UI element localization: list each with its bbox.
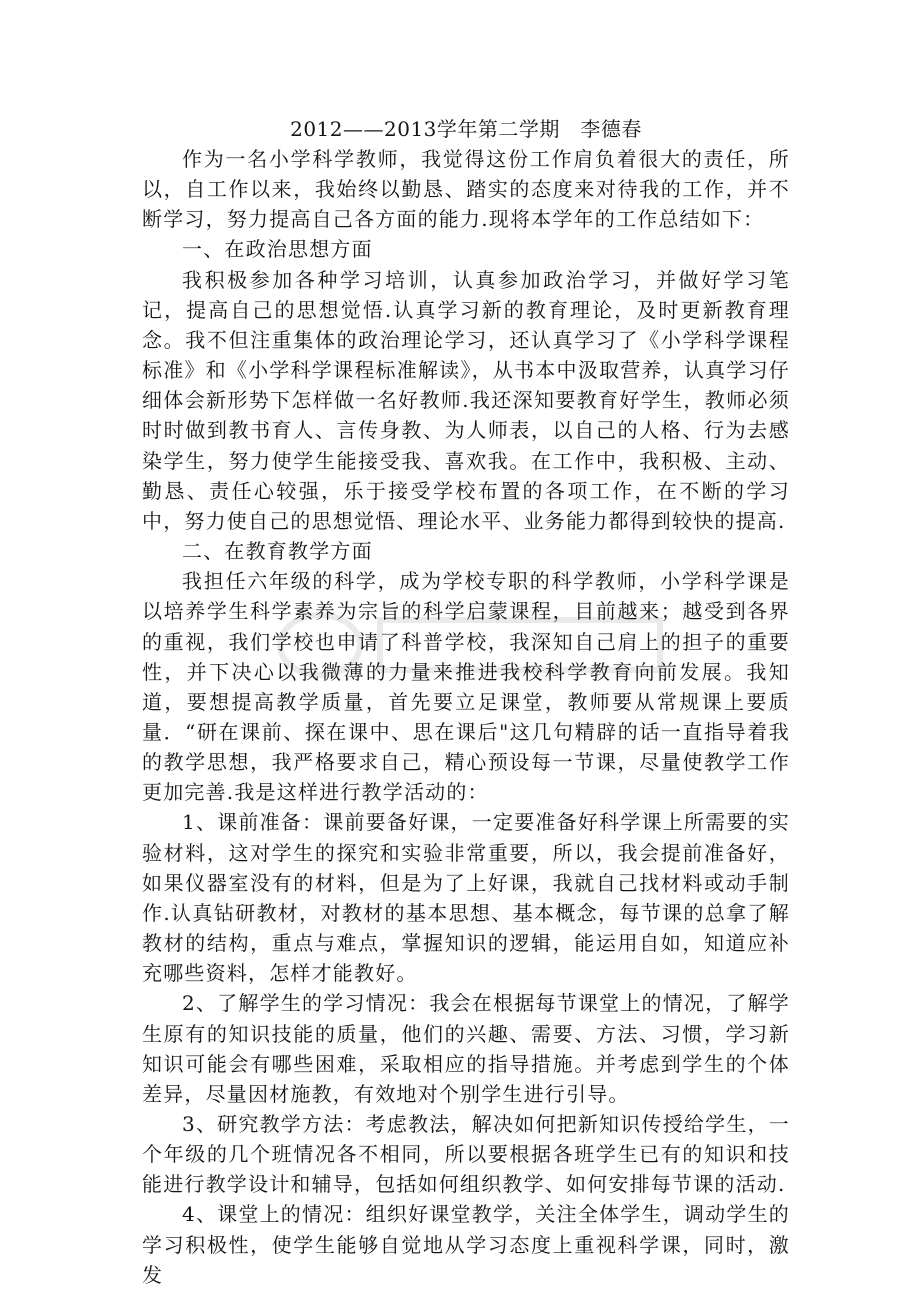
politics-paragraph: 我积极参加各种学习培训，认真参加政治学习，并做好学习笔记，提高自己的思想觉悟.认真学习新的教育理论，及时更新教育理念。我不但注重集体的政治理论学习，还认真学习了《小学科学课程标准》和《小学科学课程标准解读》，从书本中汲取营养，认真学习仔细体会新形势下怎样做一名好教师.我还深知要教育好学生，教师必须时时做到教书育人、言传身教、为人师表，以自己的人格、行为去感染学生，努力使学生能接受我、喜欢我。在工作中，我积极、主动、勤恳、责任心较强，乐于接受学校布置的各项工作，在不断的学习中，努力使自己的思想觉悟、理论水平、业务能力都得到较快的提高. — [142, 267, 790, 533]
document-title: 2012——2013学年第二学期 李德春 — [290, 117, 642, 141]
intro-paragraph: 作为一名小学科学教师，我觉得这份工作肩负着很大的责任，所以，自工作以来，我始终以勤恳、踏实的态度来对待我的工作，并不断学习，努力提高自己各方面的能力.现将本学年的工作总结如下： — [142, 147, 790, 232]
document-body — [142, 114, 790, 1290]
item-classroom: 4、课堂上的情况：组织好课堂教学，关注全体学生，调动学生的学习积极性，使学生能够自觉地从学习态度上重视科学课，同时，激发 — [142, 1202, 790, 1287]
section-heading-teaching: 二、在教育教学方面 — [182, 539, 373, 564]
section-heading-politics: 一、在政治思想方面 — [182, 237, 373, 262]
item-student-situation: 2、了解学生的学习情况：我会在根据每节课堂上的情况，了解学生原有的知识技能的质量，他们的兴趣、需要、方法、习惯，学习新知识可能会有哪些困难，采取相应的指导措施。并考虑到学生的个体差异，尽量因材施教，有效地对个别学生进行引导。 — [142, 991, 790, 1106]
item-teaching-methods: 3、研究教学方法：考虑教法，解决如何把新知识传授给学生，一个年级的几个班情况各不相同，所以要根据各班学生已有的知识和技能进行教学设计和辅导，包括如何组织教学、如何安排每节课的活动. — [142, 1112, 790, 1197]
teaching-paragraph: 我担任六年级的科学，成为学校专职的科学教师，小学科学课是以培养学生科学素养为宗旨的科学启蒙课程，目前越来；越受到各界的重视，我们学校也申请了科普学校，我深知自己肩上的担子的重要性，并下决心以我微薄的力量来推进我校科学教育向前发展。我知道，要想提高教学质量，首先要立足课堂，教师要从常规课上要质量．“研在课前、探在课中、思在课后"这几句精辟的话一直指导着我的教学思想，我严格要求自己，精心预设每一节课，尽量使教学工作更加完善.我是这样进行教学活动的： — [142, 569, 790, 805]
item-preparation: 1、课前准备：课前要备好课，一定要准备好科学课上所需要的实验材料，这对学生的探究和实验非常重要，所以，我会提前准备好，如果仪器室没有的材料，但是为了上好课，我就自己找材料或动手制作.认真钻研教材，对教材的基本思想、基本概念，每节课的总拿了解教材的结构，重点与难点，掌握知识的逻辑，能运用自如，知道应补充哪些资料，怎样才能教好。 — [142, 810, 790, 986]
